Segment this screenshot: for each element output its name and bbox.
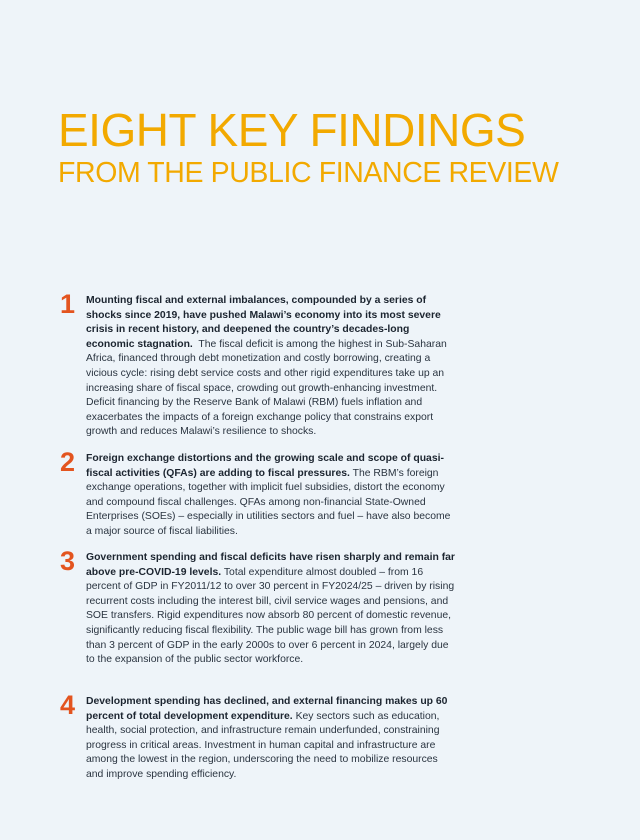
finding-body: Key sectors such as education, health, social protection, and infrastructure remain underfunded, constraining progress in critical areas. Investment in human capital and infrastructure are among the lowest in the region, underscoring the need to mobilize resources and improve spending efficiency.	[86, 710, 440, 780]
finding-number: 1	[60, 289, 76, 319]
finding-body: The RBM’s foreign exchange operations, together with implicit fuel subsidies, distort the economy and compound fiscal challenges. QFAs among non-financial State-Owned Enterprises (SOEs) – especially in utilities sectors and fuel – have also become a major source of fiscal liabilities.	[86, 467, 451, 537]
finding-lead: Development spending has declined, and external financing makes up 60 percent of total development expenditure.	[86, 696, 448, 722]
finding-body: The fiscal deficit is among the highest in Sub-Saharan Africa, financed through debt monetization and costly borrowing, creating a vicious cycle: rising debt service costs and other rigid expenditures take up an increasing share of fiscal space, crowding out growth-enhancing investment. Deficit financing by the Reserve Bank of Malawi (RBM) fuels inflation and exacerbates the impacts of a foreign exchange policy that constrains export growth and reduces Malawi’s resilience to shocks.	[86, 338, 447, 438]
finding-text	[86, 294, 456, 440]
finding-text	[86, 551, 456, 668]
finding-lead: Foreign exchange distortions and the growing scale and scope of quasi-fiscal activities (QFAs) are adding to fiscal pressures.	[86, 453, 444, 479]
finding-lead: Mounting fiscal and external imbalances, compounded by a series of shocks since 2019, have pushed Malawi’s economy into its most severe crisis in recent history, and deepened the country’s decades-long economic stagnation.	[86, 295, 441, 350]
finding-lead: Government spending and fiscal deficits have risen sharply and remain far above pre-COVID-19 levels.	[86, 552, 455, 578]
page-title: EIGHT KEY FINDINGS	[58, 104, 526, 156]
finding-number: 2	[60, 447, 76, 477]
finding-number: 4	[60, 690, 76, 720]
finding-body: Total expenditure almost doubled – from 16 percent of GDP in FY2011/12 to over 30 percent in FY2024/25 – driven by rising recurrent costs including the interest bill, civil service wages and pensions, and SOE transfers. Rigid expenditures now absorb 80 percent of domestic revenue, significantly reducing fiscal flexibility. The public wage bill has grown from less than 3 percent of GDP in the early 2000s to over 6 percent in 2024, largely due to the expansion of the public sector workforce.	[86, 566, 455, 666]
finding-number: 3	[60, 546, 76, 576]
finding-text	[86, 695, 456, 783]
page-subtitle: FROM THE PUBLIC FINANCE REVIEW	[58, 157, 559, 189]
finding-text	[86, 452, 456, 540]
